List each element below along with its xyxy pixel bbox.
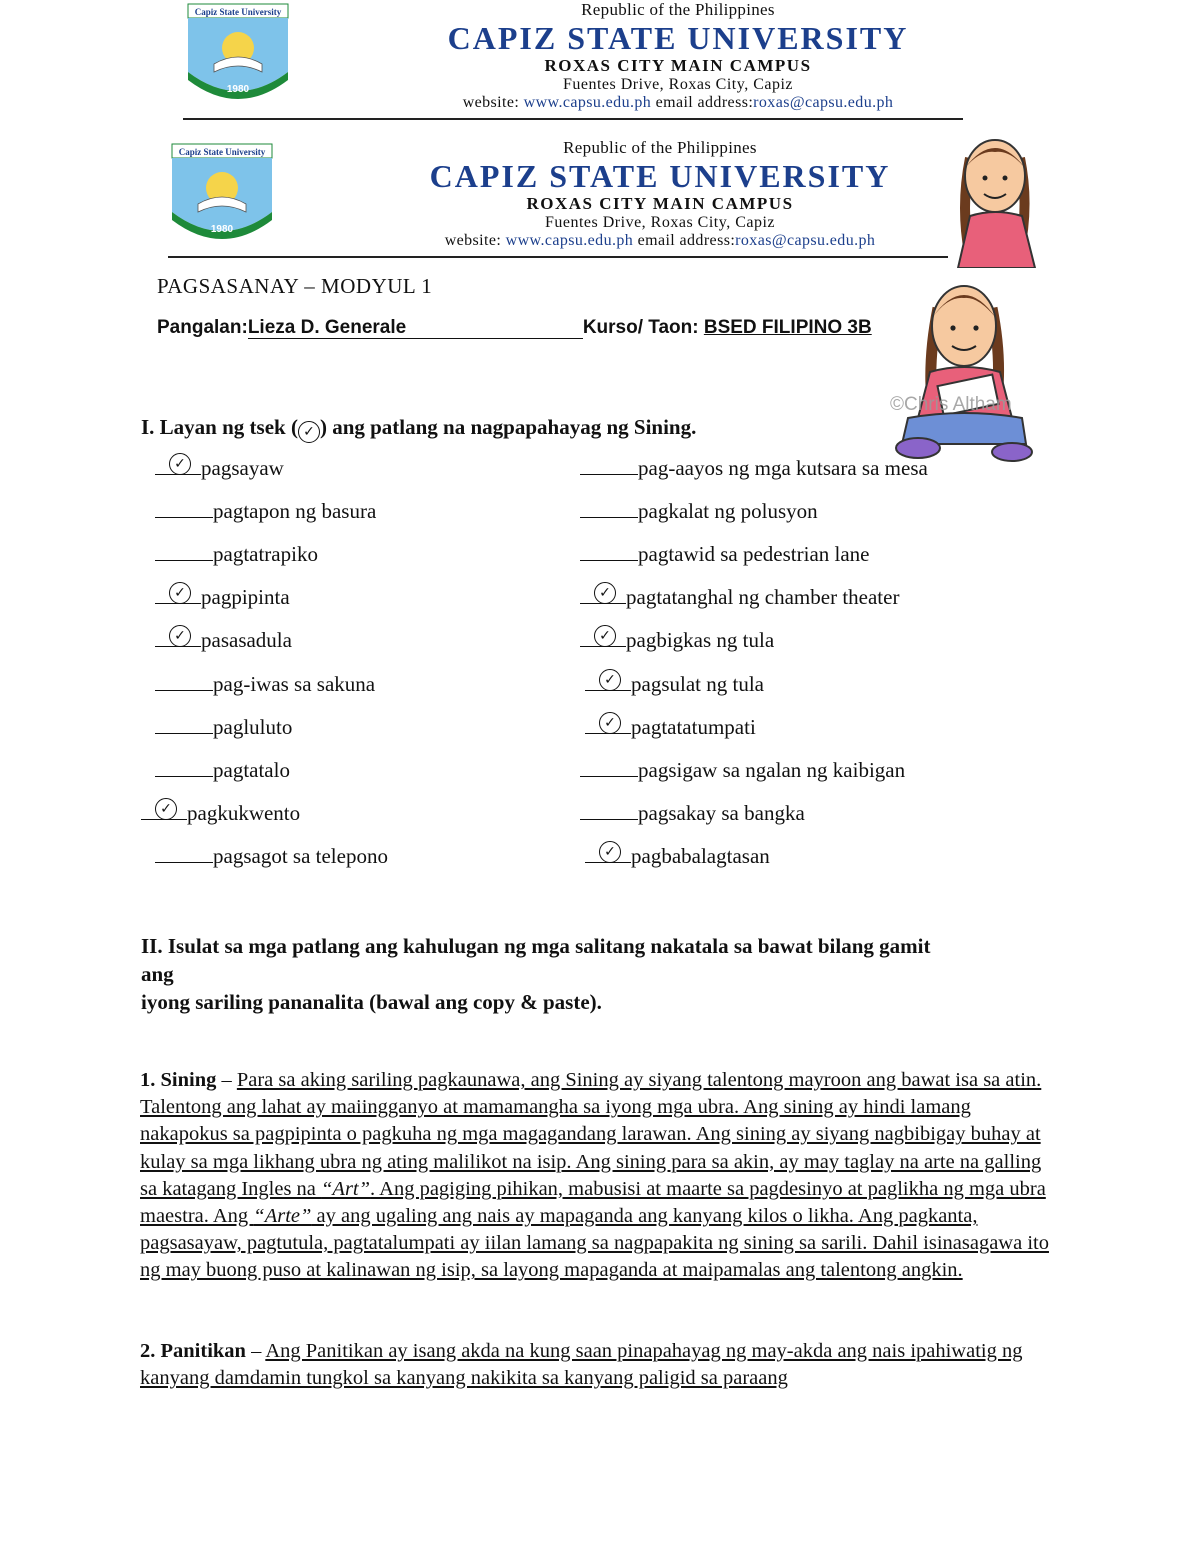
answer-blank[interactable] — [155, 715, 213, 734]
checklist-item — [155, 542, 318, 567]
checklist-item — [141, 801, 300, 826]
republic-line: Republic of the Philippines — [581, 0, 775, 19]
section2-instruction — [141, 932, 1041, 1016]
answer-blank[interactable] — [155, 499, 213, 518]
checklist-item-label: pagsakay sa bangka — [638, 800, 805, 825]
answer1-italic-arte: “Arte” — [253, 1205, 312, 1228]
course-label: Kurso/ Taon: — [582, 317, 699, 338]
answer2-label: 2. Panitikan — [140, 1340, 246, 1362]
checklist-item-label: pagpipinta — [201, 585, 290, 610]
answer2-dash: – — [245, 1340, 266, 1362]
checklist-item — [580, 542, 870, 567]
answer-blank[interactable] — [580, 542, 638, 561]
check-icon: ✓ — [594, 625, 616, 647]
checklist-item — [585, 672, 764, 697]
section2-instruction-line1: II. Isulat sa mga patlang ang kahulugan ng mga salitang nakatala sa bawat bilang gamit — [141, 934, 931, 958]
section2-instruction-line2: ang — [141, 962, 174, 986]
university-logo — [186, 2, 290, 102]
section2-instruction-line3: iyong sariling pananalita (bawal ang copy & paste). — [141, 990, 602, 1014]
check-icon: ✓ — [599, 712, 621, 734]
checklist-item — [580, 628, 774, 653]
checklist-item — [580, 801, 805, 826]
university-seal-icon — [170, 142, 274, 242]
answer-blank[interactable] — [155, 672, 213, 691]
checklist-item-label: pagsulat ng tula — [631, 671, 764, 696]
checklist-item-label: pagkalat ng polusyon — [638, 499, 818, 524]
course-value[interactable]: BSED FILIPINO 3B — [703, 317, 872, 338]
website-link[interactable]: www.capsu.edu.ph — [523, 94, 652, 111]
answer-blank[interactable] — [580, 628, 626, 647]
answer-blank[interactable] — [585, 672, 631, 691]
name-field[interactable] — [248, 318, 583, 339]
email-link[interactable]: roxas@capsu.edu.ph — [735, 232, 876, 249]
campus-address: Fuentes Drive, Roxas City, Capiz — [544, 214, 776, 231]
letterhead-top — [0, 0, 1200, 135]
university-seal-icon — [186, 2, 290, 102]
answer-blank[interactable] — [580, 801, 638, 820]
email-label: email address: — [655, 94, 754, 111]
checklist-item — [155, 456, 284, 481]
check-icon: ✓ — [169, 453, 191, 475]
answer1-text-a: Para sa aking sariling pagkaunawa, ang Sining ay siyang talentong mayroon ang bawat isa sa atin. Talentong ang lahat ay maiingganyo at mamamangha sa iyong mga ubra. Ang sining ay hindi lamang nakapokus sa pagpipinta o pagkuha ng mga magagandang larawan. Ang sining ay siyang nagbibigay buhay at kulay sa mga likhang ubra ng ating malilikot na isip. Ang sining para sa akin, ay may taglay na arte na galling sa katagang Ingles na — [140, 1069, 1042, 1200]
answer1-text-c: ay ang ugaling ang nais ay mapaganda ang kanyang kilos o likha. Ang pagkanta, pagsasayaw, pagtutula, pagtatalumpati ay iilan lamang sa nagpapakita ng sining sa sarili. Dahil isinasagawa ito ng may buong puso at kalinawan ng isip, sa layong mapaganda at maipamalas ang talentong angkin. — [140, 1205, 1049, 1282]
logo-year: 1980 — [210, 224, 234, 235]
answer-blank[interactable] — [580, 585, 626, 604]
email-link[interactable]: roxas@capsu.edu.ph — [753, 94, 894, 111]
checklist-item-label: pagsagot sa telepono — [213, 843, 388, 868]
checklist-item-label: pagbigkas ng tula — [626, 628, 775, 653]
university-logo — [170, 142, 274, 242]
instruction-text-end: ) ang patlang na nagpapahayag ng Sining. — [319, 415, 697, 439]
checklist-item — [580, 499, 818, 524]
answer-blank[interactable] — [580, 499, 638, 518]
letterhead-text — [378, 0, 978, 112]
checklist-item-label: pagsigaw sa ngalan ng kaibigan — [638, 757, 906, 782]
checklist-item-label: pagbabalagtasan — [631, 843, 770, 868]
logo-top-text: Capiz State University — [194, 7, 282, 17]
website-label: website: — [462, 94, 520, 111]
checklist-item — [155, 499, 376, 524]
checklist-item-label: pasasadula — [201, 628, 292, 653]
checklist-item — [155, 715, 292, 740]
answer-blank[interactable] — [155, 542, 213, 561]
answer-blank[interactable] — [155, 844, 213, 863]
logo-top-text: Capiz State University — [178, 147, 266, 157]
answer1-label: 1. Sining — [140, 1069, 217, 1091]
student-info-line — [157, 317, 872, 339]
check-icon: ✓ — [599, 841, 621, 863]
answer-blank[interactable] — [585, 844, 631, 863]
answer-blank[interactable] — [155, 585, 201, 604]
check-icon: ✓ — [169, 625, 191, 647]
check-icon: ✓ — [599, 669, 621, 691]
check-icon: ✓ — [155, 798, 177, 820]
checklist-item-label: pag-iwas sa sakuna — [213, 671, 376, 696]
answer-blank[interactable] — [141, 801, 187, 820]
checklist-item-label: pagkukwento — [187, 800, 301, 825]
contact-line — [360, 232, 960, 250]
exercise-title: PAGSASANAY – MODYUL 1 — [157, 274, 433, 298]
logo-year: 1980 — [226, 84, 250, 95]
checklist-item-label: pag-aayos ng mga kutsara sa mesa — [638, 456, 928, 480]
check-icon: ✓ — [594, 582, 616, 604]
letterhead-divider — [183, 118, 963, 120]
answer1-dash: – — [216, 1069, 237, 1091]
instruction-text-start: I. Layan ng tsek ( — [141, 415, 298, 439]
checklist-item — [155, 628, 292, 653]
website-link[interactable]: www.capsu.edu.ph — [505, 232, 634, 249]
checklist-item — [580, 456, 928, 481]
campus-name: ROXAS CITY MAIN CAMPUS — [544, 56, 812, 75]
checklist-item — [155, 672, 375, 697]
checklist-item-label: pagtatatumpati — [631, 714, 756, 739]
checklist-item-label: pagtawid sa pedestrian lane — [638, 542, 870, 567]
republic-line: Republic of the Philippines — [563, 138, 757, 157]
answer-sining — [140, 1067, 1060, 1285]
answer1-italic-art: “Art” — [321, 1177, 371, 1200]
answer-blank[interactable] — [580, 456, 638, 475]
name-value: Lieza D. Generale — [247, 317, 407, 338]
checklist-item-label: pagsayaw — [201, 456, 284, 480]
contact-line — [378, 94, 978, 112]
letterhead-text — [360, 138, 960, 250]
university-name: CAPIZ STATE UNIVERSITY — [447, 20, 909, 56]
checklist-item — [580, 585, 899, 610]
answer-blank[interactable] — [155, 758, 213, 777]
checklist-item — [585, 715, 756, 740]
checklist-item-label: pagtatrapiko — [213, 542, 318, 567]
checklist-item — [155, 758, 290, 783]
girl-reading-clipart — [888, 268, 1038, 464]
campus-name: ROXAS CITY MAIN CAMPUS — [526, 194, 794, 213]
checklist-item-label: pagluluto — [213, 714, 293, 739]
section1-instruction — [141, 415, 696, 443]
checklist-item — [155, 844, 388, 869]
email-label: email address: — [637, 232, 736, 249]
check-icon: ✓ — [298, 421, 320, 443]
checklist-item-label: pagtatalo — [213, 757, 290, 782]
answer-blank[interactable] — [155, 628, 201, 647]
answer1-text-b: . Ang pagiging pihikan, mabusisi at maarte sa pagdesinyo at paglikha ng mga ubra maestra. Ang — [140, 1177, 1046, 1228]
checklist-item-label: pagtatanghal ng chamber theater — [626, 585, 900, 610]
campus-address: Fuentes Drive, Roxas City, Capiz — [562, 76, 794, 93]
university-name: CAPIZ STATE UNIVERSITY — [429, 158, 891, 194]
answer2-text: Ang Panitikan ay isang akda na kung saan pinapahayag ng may-akda ang nais ipahiwatig ng kanyang damdamin tungkol sa kanyang nakikita sa kanyang paligid sa paraang — [140, 1340, 1023, 1390]
answer-panitikan — [140, 1338, 1060, 1392]
checklist-item — [585, 844, 770, 869]
clipart-credit: ©Chris Altham — [890, 394, 1012, 415]
name-label: Pangalan: — [157, 317, 248, 338]
checklist-item — [580, 758, 905, 783]
answer-blank[interactable] — [585, 715, 631, 734]
letterhead-divider — [168, 256, 948, 258]
website-label: website: — [444, 232, 502, 249]
checklist-item-label: pagtapon ng basura — [213, 499, 377, 524]
check-icon: ✓ — [169, 582, 191, 604]
checklist-item — [155, 585, 290, 610]
girl-reading-clipart-top — [940, 128, 1050, 268]
answer-blank[interactable] — [155, 456, 201, 475]
answer-blank[interactable] — [580, 758, 638, 777]
